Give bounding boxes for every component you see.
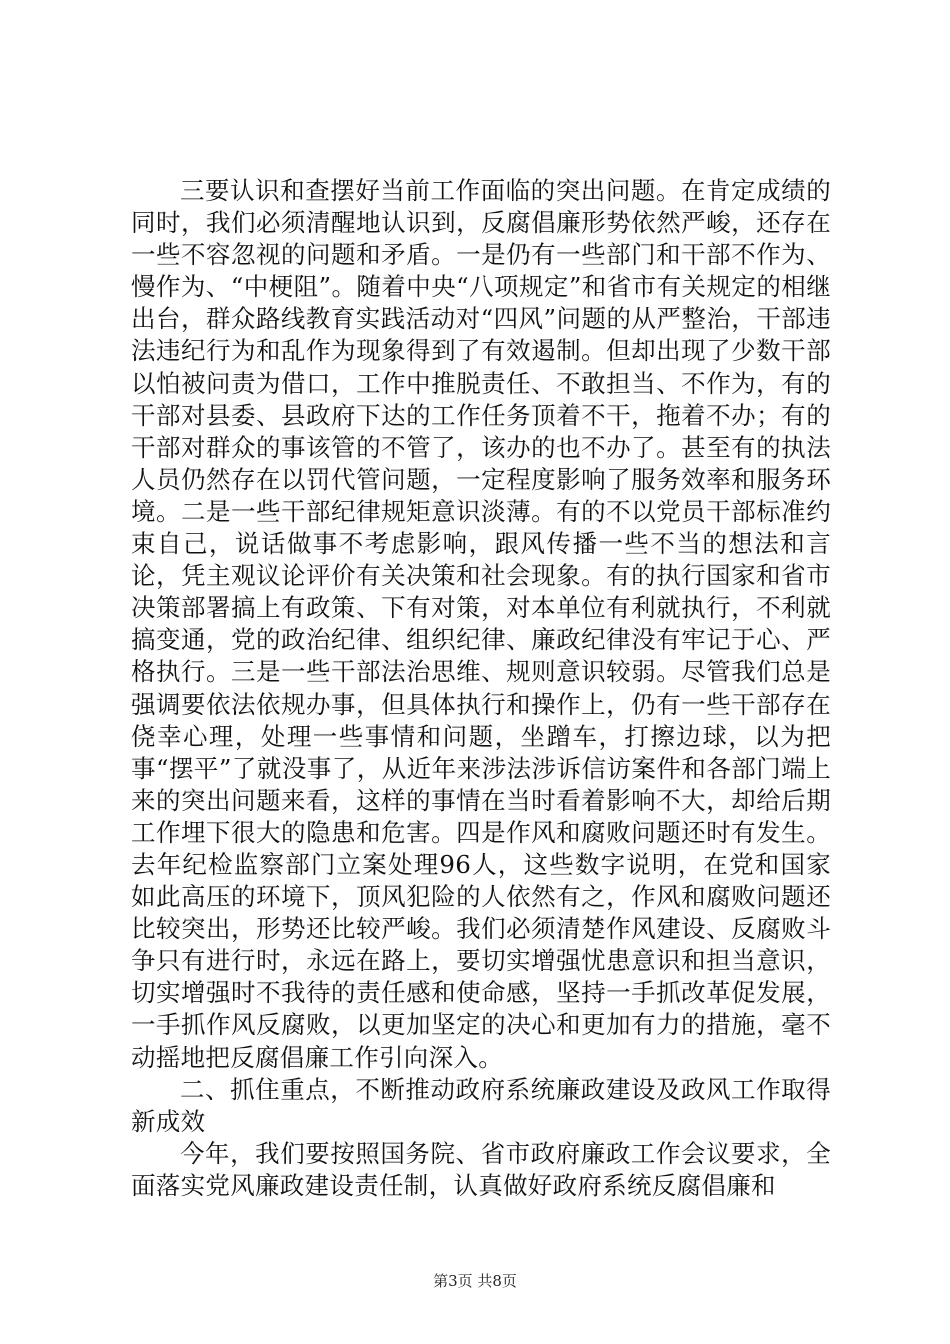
document-body	[131, 175, 831, 1202]
section-heading-two: 二、抓住重点，不断推动政府系统廉政建设及政风工作取得新成效	[131, 1074, 831, 1136]
page-footer: 第3页 共8页	[433, 1272, 517, 1290]
paragraph-problems: 三要认识和查摆好当前工作面临的突出问题。在肯定成绩的同时，我们必须清醒地认识到，反腐倡廉形势依然严峻，还存在一些不容忽视的问题和矛盾。一是仍有一些部门和干部不作为、慢作为、“中梗阻”。随着中央“八项规定”和省市有关规定的相继出台，群众路线教育实践活动对“四风”问题的从严整治，干部违法违纪行为和乱作为现象得到了有效遏制。但却出现了少数干部以怕被问责为借口，工作中推脱责任、不敢担当、不作为，有的干部对县委、县政府下达的工作任务顶着不干，拖着不办；有的干部对群众的事该管的不管了，该办的也不办了。甚至有的执法人员仍然存在以罚代管问题，一定程度影响了服务效率和服务环境。二是一些干部纪律规矩意识淡薄。有的不以党员干部标准约束自己，说话做事不考虑影响，跟风传播一些不当的想法和言论，凭主观议论评价有关决策和社会现象。有的执行国家和省市决策部署搞上有政策、下有对策，对本单位有利就执行，不利就搞变通，党的政治纪律、组织纪律、廉政纪律没有牢记于心、严格执行。三是一些干部法治思维、规则意识较弱。尽管我们总是强调要依法依规办事，但具体执行和操作上，仍有一些干部存在侥幸心理，处理一些事情和问题，坐蹭车，打擦边球，以为把事“摆平”了就没事了，从近年来涉法涉诉信访案件和各部门端上来的突出问题来看，这样的事情在当时看着影响不大，却给后期工作埋下很大的隐患和危害。四是作风和腐败问题还时有发生。去年纪检监察部门立案处理96人，这些数字说明，在党和国家如此高压的环境下，顶风犯险的人依然有之，作风和腐败问题还比较突出，形势还比较严峻。我们必须清楚作风建设、反腐败斗争只有进行时，永远在路上，要切实增强忧患意识和担当意识，切实增强时不我待的责任感和使命感，坚持一手抓改革促发展，一手抓作风反腐败，以更加坚定的决心和更加有力的措施，毫不动摇地把反腐倡廉工作引向深入。	[131, 176, 831, 1072]
paragraph-this-year: 今年，我们要按照国务院、省市政府廉政工作会议要求，全面落实党风廉政建设责任制，认真做好政府系统反腐倡廉和	[131, 1138, 831, 1200]
